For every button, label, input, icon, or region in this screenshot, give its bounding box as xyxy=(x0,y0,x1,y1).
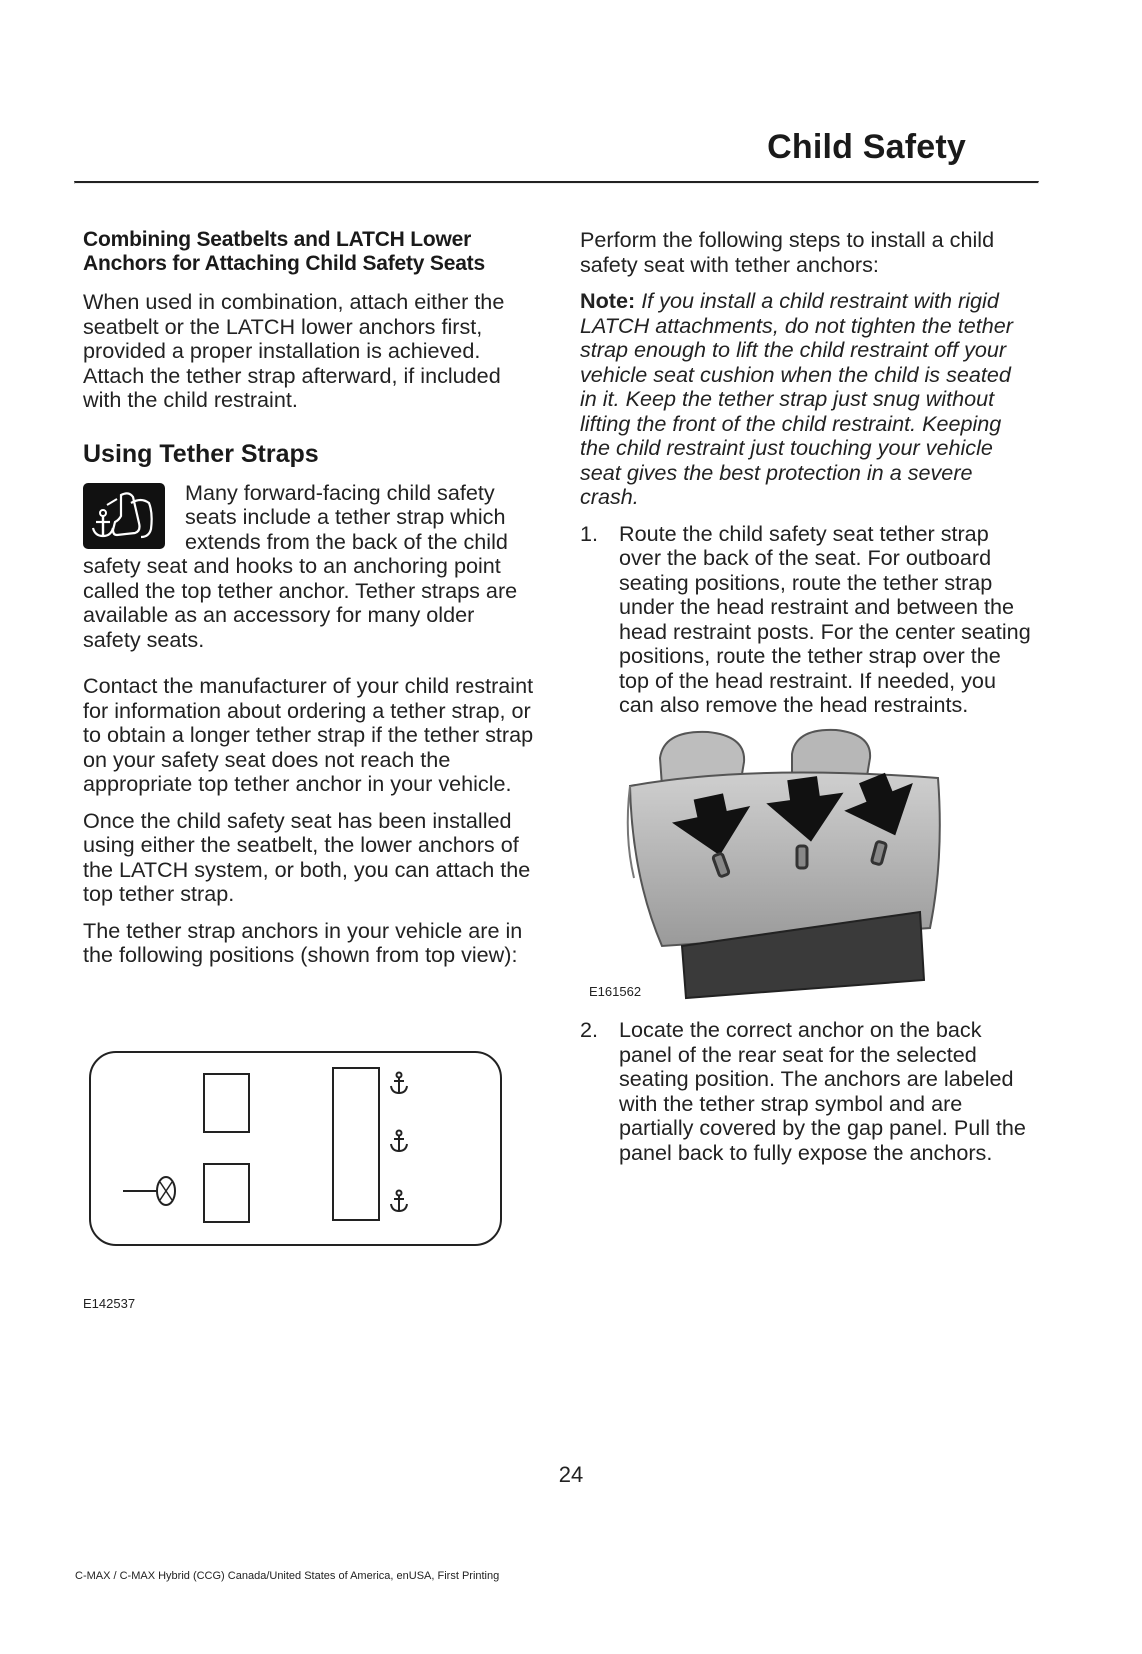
figure-label: E161562 xyxy=(589,984,642,999)
footer-text: C-MAX / C-MAX Hybrid (CCG) Canada/United States of America, enUSA, First Printing xyxy=(75,1570,500,1582)
tether-para-4: The tether strap anchors in your vehicle are in the following positions (shown from top view): xyxy=(83,917,523,967)
tether-intro-block xyxy=(83,481,535,653)
right-column-lower xyxy=(580,1018,1032,1165)
install-steps xyxy=(580,522,1032,718)
combining-heading: Combining Seatbelts and LATCH Lower Anchors for Attaching Child Safety Seats xyxy=(83,228,485,275)
right-column xyxy=(580,228,1032,718)
step-text: Locate the correct anchor on the back panel of the rear seat for the selected seating position. The anchors are labeled with the tether strap symbol and are partially covered by the gap panel. Pull the panel back to fully expose the anchors. xyxy=(619,1017,1026,1165)
combining-text: When used in combination, attach either the seatbelt or the LATCH lower anchors first, provided a proper installation is achieved. Attach the tether strap afterward, if included with the child restraint. xyxy=(83,289,505,412)
diagram-label: E142537 xyxy=(83,1296,136,1311)
rear-seat-anchor-figure xyxy=(582,718,992,1010)
tether-heading: Using Tether Straps xyxy=(83,439,319,468)
tether-para-2: Contact the manufacturer of your child restraint for information about ordering a tether strap, or to obtain a longer tether strap if the tether strap on your safety seat does not reach the appropriate top tether anchor in your vehicle. xyxy=(83,673,534,796)
child-seat-tether-icon xyxy=(83,483,165,549)
install-intro: Perform the following steps to install a child safety seat with tether anchors: xyxy=(580,227,995,277)
page-title: Child Safety xyxy=(767,128,966,166)
header-divider xyxy=(74,181,1039,184)
note-text: If you install a child restraint with rigid LATCH attachments, do not tighten the tether strap enough to lift the child restraint off your vehicle seat cushion when the child is seated in it. Keep the tether strap just snug without lifting the front of the child restraint. Keeping the child restraint just touching your vehicle seat gives the best protection in a severe crash. xyxy=(580,288,1013,509)
step-number: 2. xyxy=(580,1017,599,1042)
step-number: 1. xyxy=(580,520,599,546)
note-label: Note: xyxy=(580,288,636,313)
tether-para-3: Once the child safety seat has been installed using either the seatbelt, the lower anchors of the LATCH system, or both, you can attach the top tether strap. xyxy=(83,807,531,906)
install-note xyxy=(580,289,1032,510)
step-2 xyxy=(580,1018,1032,1165)
step-text: Route the child safety seat tether strap over the back of the seat. For outboard seating positions, route the tether strap under the head restraint and between the head restraint posts. For the center seating positions, route the tether strap over the top of the head restraint. If needed, you can also remove the head restraints. xyxy=(619,520,1031,717)
install-steps-continued xyxy=(580,1018,1032,1165)
anchor-position-diagram xyxy=(88,1050,504,1250)
left-column xyxy=(83,228,535,968)
tether-para-1: Many forward-facing child safety seats include a tether strap which extends from the back of the child safety seat and hooks to an anchoring point called the top tether anchor. Tether straps are available as an accessory for many older safety seats. xyxy=(83,479,518,652)
step-1 xyxy=(580,522,1032,718)
page-number: 24 xyxy=(558,1462,584,1487)
